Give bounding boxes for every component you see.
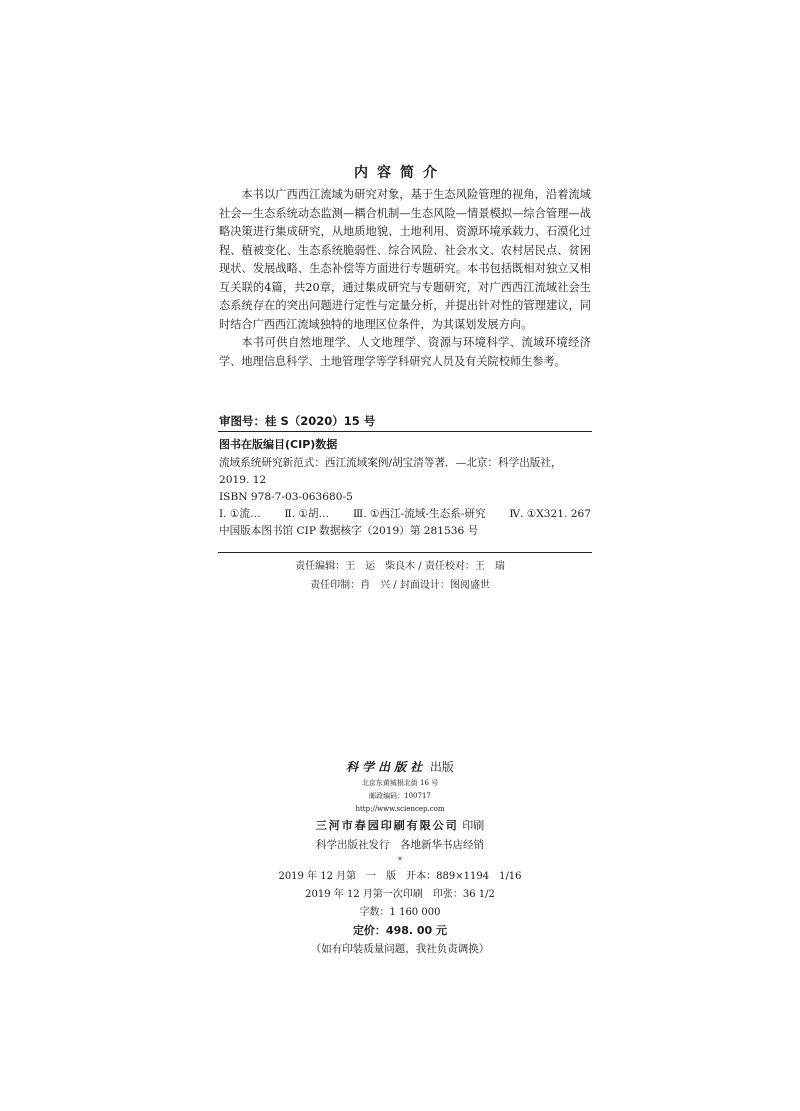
cip-classification bbox=[219, 506, 591, 523]
printer-line bbox=[0, 816, 800, 836]
publisher-postcode: 邮政编码：100717 bbox=[369, 792, 431, 800]
cip-data bbox=[219, 455, 591, 540]
printer-name: 三河市春园印刷有限公司 bbox=[315, 819, 459, 832]
cip-title: 图书在版编目(CIP)数据 bbox=[219, 438, 338, 451]
publisher-action: 出版 bbox=[429, 760, 454, 774]
content-summary bbox=[219, 186, 591, 371]
summary-paragraph-2: 本书可供自然地理学、人文地理学、资源与环境科学、流域环境经济学、地理信息科学、土地管理学等学科研究人员及有关院校师生参考。 bbox=[219, 336, 591, 368]
page-title: 内容简介 bbox=[354, 165, 446, 181]
edition-info: 2019 年 12 月第 一 版 开本：889×1194 1/16 bbox=[278, 871, 522, 882]
publication-info bbox=[0, 757, 800, 958]
cip-class-3: Ⅲ. ①西江-流域-生态系-研究 bbox=[353, 508, 486, 520]
cip-isbn: ISBN 978-7-03-063680-5 bbox=[219, 491, 353, 503]
cip-number: 中国版本图书馆 CIP 数据核字（2019）第 281536 号 bbox=[219, 525, 479, 537]
printing-info: 2019 年 12 月第一次印刷 印张：36 1/2 bbox=[305, 889, 495, 900]
publisher-url: http://www.sciencep.com bbox=[355, 805, 445, 813]
separator-mark: * bbox=[398, 856, 402, 865]
publisher-name: 科学出版社 bbox=[346, 760, 427, 774]
cip-class-2: Ⅱ. ①胡… bbox=[284, 508, 330, 520]
cip-class-4: Ⅳ. ①X321. 267 bbox=[509, 508, 591, 520]
map-review-number: 审图号：桂 S（2020）15 号 bbox=[219, 414, 376, 428]
cip-bottom-rule bbox=[218, 552, 592, 553]
publisher-address: 北京东黄城根北街 16 号 bbox=[361, 779, 439, 787]
printer-action: 印刷 bbox=[462, 819, 485, 832]
editor-credits: 责任编辑：王 运 柴良木 / 责任校对：王 瑞 bbox=[295, 561, 505, 572]
cip-class-1: Ⅰ. ①流… bbox=[219, 508, 261, 520]
price: 定价：498. 00 元 bbox=[352, 924, 448, 937]
cip-citation: 流域系统研究新范式：西江流域案例/胡宝清等著．—北京：科学出版社，2019. 12 bbox=[219, 457, 562, 486]
publisher-line bbox=[0, 757, 800, 777]
summary-paragraph-1: 本书以广西西江流域为研究对象，基于生态风险管理的视角，沿着流域社会—生态系统动态监测—耦合机制—生态风险—情景模拟—综合管理—战略决策进行集成研究，从地质地貌、土地利用、资源环境承载力、石漠化过程、植被变化、生态系统脆弱性、综合风险、社会水文、农村居民点、贫困现状、发展战略、生态补偿等方面进行专题研究。本书包括既相对独立又相互关联的4篇，共20章，通过集成研究与专题研究，对广西西江流域社会生态系统存在的突出问题进行定性与定量分析，并提出针对性的管理建议，同时结合广西西江流域独特的地理区位条件，为其谋划发展方向。 bbox=[219, 188, 591, 331]
production-credits: 责任印制：肖 兴 / 封面设计：图阅盛世 bbox=[310, 580, 490, 591]
quality-note: （如有印装质量问题，我社负责调换） bbox=[310, 943, 490, 955]
cip-top-rule bbox=[218, 431, 592, 432]
word-count: 字数：1 160 000 bbox=[359, 907, 441, 918]
distribution-info: 科学出版社发行 各地新华书店经销 bbox=[316, 839, 484, 851]
